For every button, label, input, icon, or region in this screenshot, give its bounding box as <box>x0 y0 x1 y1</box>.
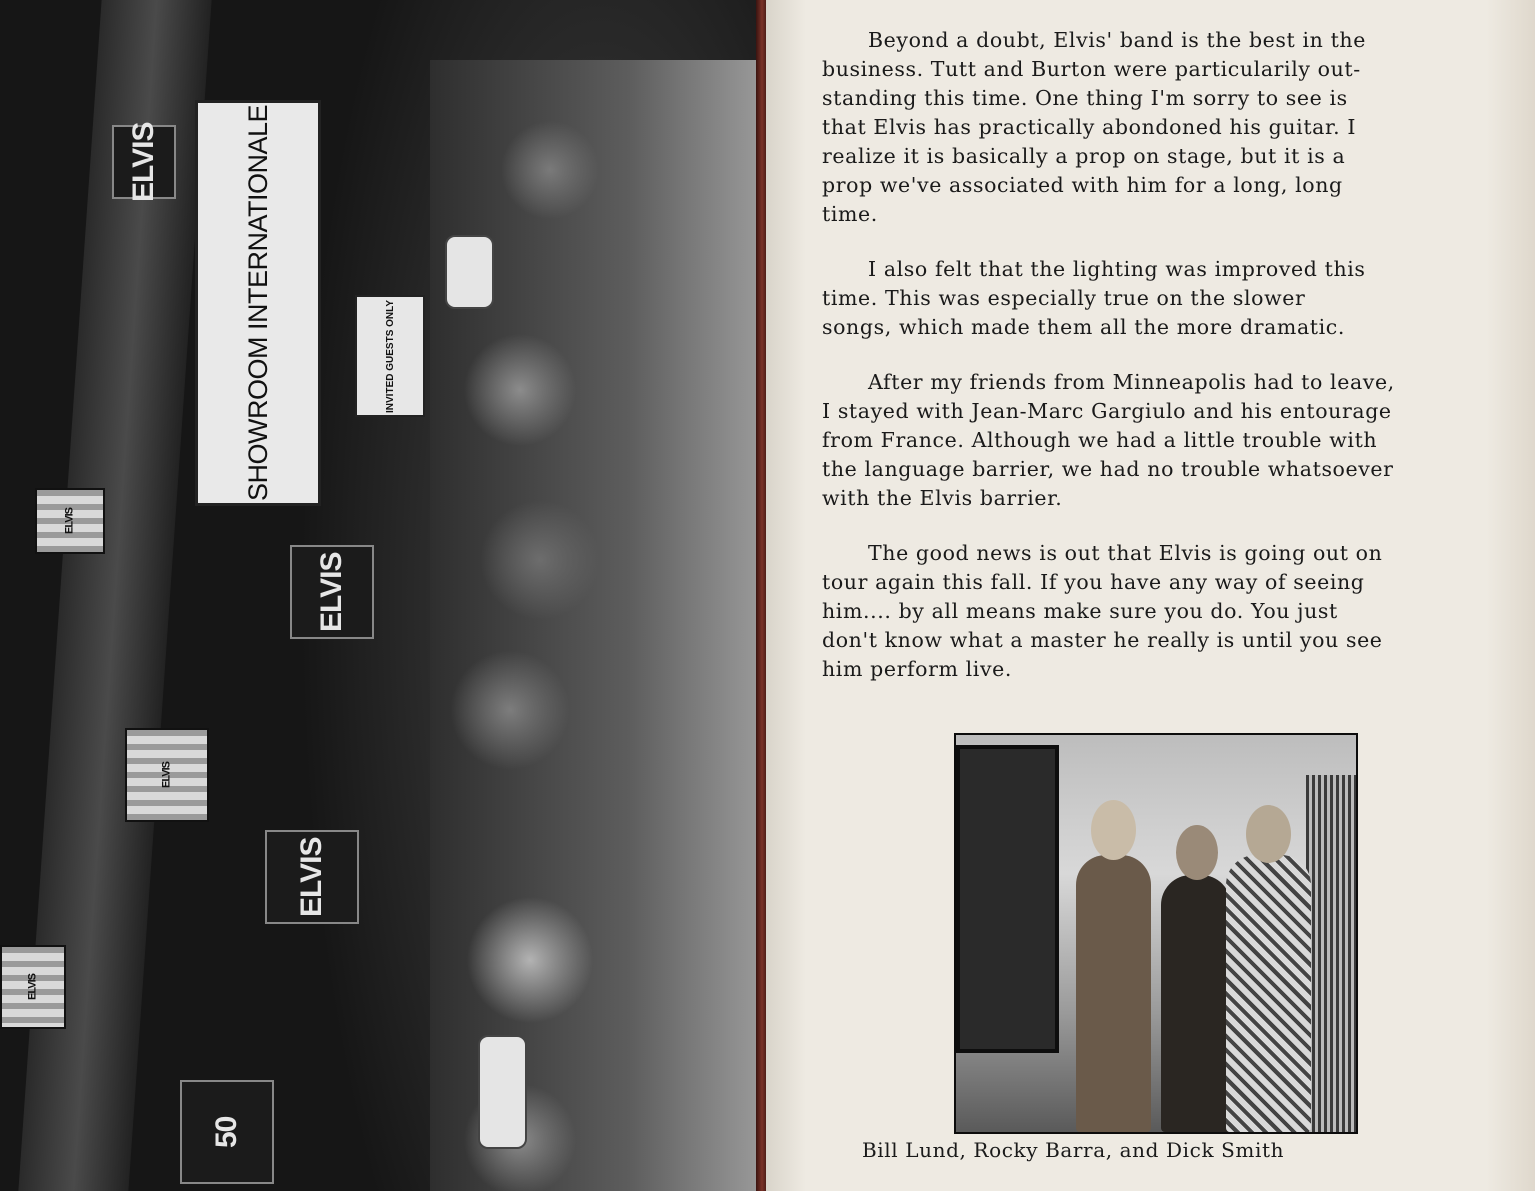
left-page <box>0 0 762 1191</box>
banner-summer-1: ELVIS <box>35 488 105 554</box>
person-bill-lund <box>1076 855 1151 1132</box>
straw-hat <box>445 235 494 309</box>
straw-hat <box>478 1035 527 1149</box>
photo-panel <box>1306 775 1356 1132</box>
paragraph: The good news is out that Elvis is going out on tour again this fall. If you have any way of seeing him.... by all means make sure you do. You just don't know what a master he really is until you see him perform live. <box>822 541 1383 681</box>
paragraph: Beyond a doubt, Elvis' band is the best in the business. Tutt and Burton were particularily out- standing this time. One thing I'm sorry to see is that Elvis has practically abondoned his guitar. I realize it is basically a prop on stage, but it is a prop we've associated with him for a long, long time. <box>822 28 1366 226</box>
invited-guests-sign: INVITED GUESTS ONLY <box>355 295 425 417</box>
person-head <box>1091 800 1136 860</box>
person-dick-smith <box>1226 855 1311 1132</box>
photo-caption: Bill Lund, Rocky Barra, and Dick Smith <box>862 1138 1285 1162</box>
banner-summer-2: ELVIS <box>125 728 209 822</box>
banner-summer-3: ELVIS <box>0 945 66 1029</box>
crowd-photo <box>0 0 762 1191</box>
group-photo <box>954 733 1358 1134</box>
crowd <box>430 60 762 1191</box>
person-rocky-barra <box>1161 875 1231 1132</box>
paragraph: After my friends from Minneapolis had to leave, I stayed with Jean-Marc Gargiulo and his entourage from France. Although we had a little trouble with the language barrier, we had no trouble whatsoever with the Elvis barrier. <box>822 370 1395 510</box>
paragraph: I also felt that the lighting was improved this time. This was especially true on the slower songs, which made them all the more dramatic. <box>822 257 1366 339</box>
photo-mirror <box>956 745 1059 1053</box>
article-text <box>822 26 1482 710</box>
right-page <box>766 0 1535 1191</box>
banner-big50-4: 50 <box>180 1080 274 1184</box>
banner-big50-3: ELVIS <box>265 830 359 924</box>
showroom-sign: SHOWROOM INTERNATIONALE <box>195 100 321 506</box>
person-head <box>1176 825 1218 880</box>
person-head <box>1246 805 1291 863</box>
banner-big50-1: ELVIS <box>112 125 176 199</box>
banner-big50-2: ELVIS <box>290 545 374 639</box>
